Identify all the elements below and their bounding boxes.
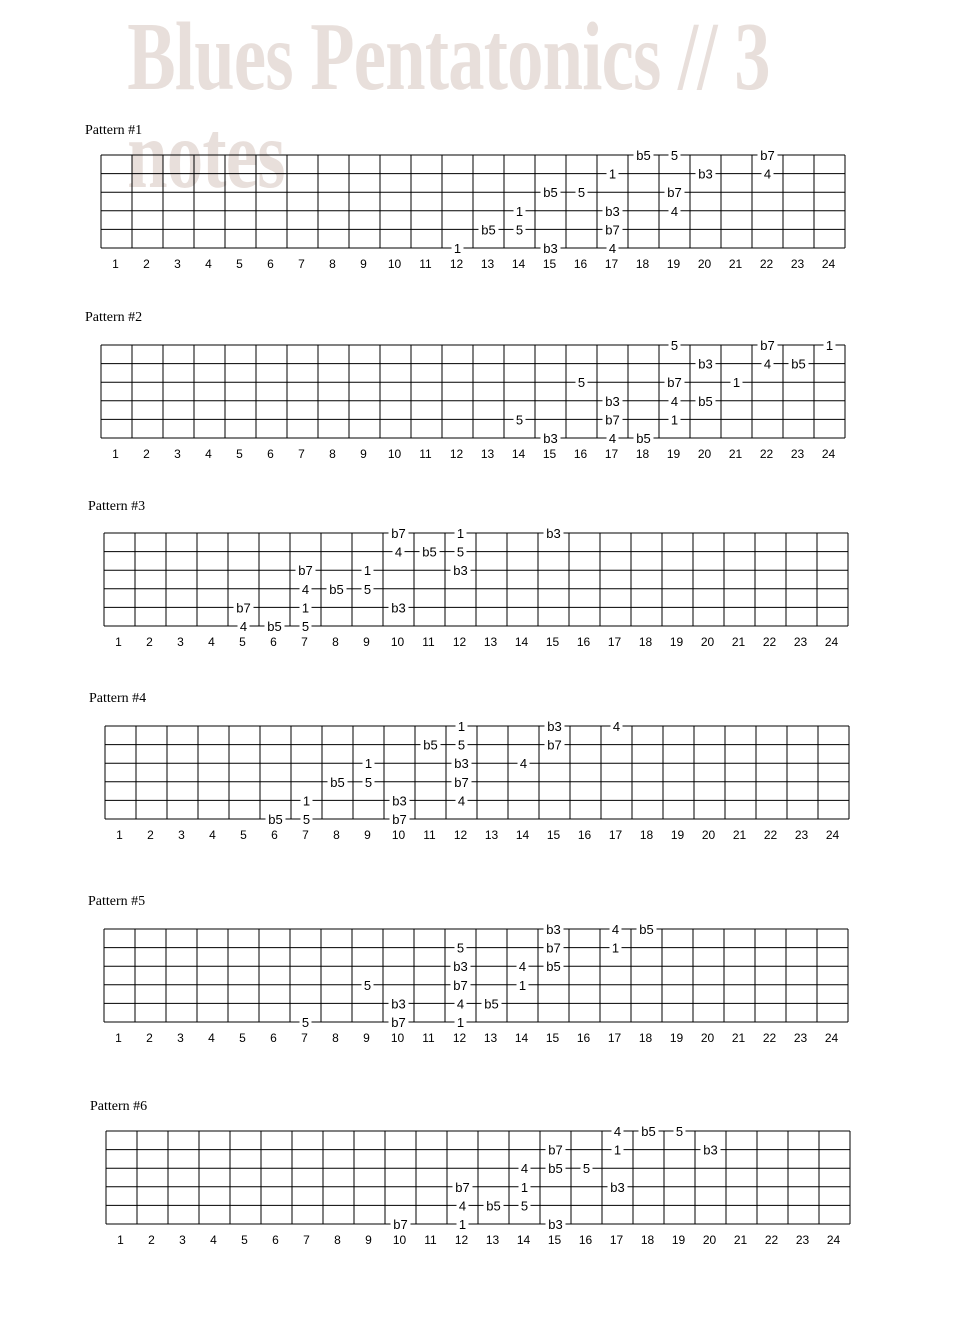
fret-number: 8 [329,257,336,271]
note-label: b3 [454,756,469,772]
note-label: 5 [301,619,310,634]
note-label: b5 [330,774,345,790]
pattern-5-label: Pattern #5 [88,894,146,909]
fret-number: 23 [795,1233,810,1247]
fret-number: 9 [360,257,367,271]
note-label: 1 [456,1015,465,1030]
fret-number: 6 [271,828,278,842]
fret-number: 20 [700,1031,715,1045]
fret-number: 23 [790,257,805,271]
note-label: 4 [458,1198,467,1214]
fret-number: 16 [576,635,591,649]
page-title: Blues Pentatonics // 3 notes [127,3,770,209]
fret-number: 4 [209,828,216,842]
fret-number: 16 [576,1031,591,1045]
fret-number: 17 [609,1233,624,1247]
fret-number: 17 [608,828,623,842]
fret-number: 13 [480,257,495,271]
fret-number: 4 [208,1031,215,1045]
fret-number: 7 [302,828,309,842]
fret-number: 20 [697,447,712,461]
fret-number: 22 [759,257,774,271]
fret-number: 9 [365,1233,372,1247]
note-label: 1 [301,600,310,616]
fret-number: 7 [298,257,305,271]
pattern-6-label: Pattern #6 [90,1099,148,1114]
note-label: b3 [605,203,620,219]
fret-number: 4 [205,447,212,461]
note-label: b7 [760,338,775,353]
fret-number: 7 [303,1233,310,1247]
fret-number: 1 [112,257,119,271]
note-label: b5 [484,996,499,1012]
note-label: b7 [546,940,561,956]
fret-number: 23 [794,828,809,842]
fret-number: 10 [387,447,402,461]
note-label: 5 [456,544,465,560]
fret-number: 23 [790,447,805,461]
fret-number: 18 [635,257,650,271]
note-label: b5 [267,619,282,634]
fret-number: 22 [762,1031,777,1045]
fretboard-pattern-2 [0,335,979,465]
note-label: 4 [670,393,679,409]
fretboard-pattern-1 [0,145,979,275]
note-label: 4 [763,166,772,182]
fret-number: 12 [453,828,468,842]
pattern-3-label: Pattern #3 [88,499,146,514]
fret-number: 19 [666,257,681,271]
fret-number: 7 [301,635,308,649]
note-label: b7 [605,222,620,238]
fret-number: 14 [511,257,526,271]
note-label: b7 [455,1179,470,1195]
fret-number: 15 [545,635,560,649]
fret-number: 10 [390,1031,405,1045]
note-label: b7 [391,526,406,541]
fret-number: 9 [360,447,367,461]
fret-number: 3 [177,1031,184,1045]
note-label: 4 [520,1161,529,1177]
note-label: b7 [453,977,468,993]
fret-number: 20 [697,257,712,271]
fret-number: 17 [607,1031,622,1045]
fretboard-pattern-3 [0,523,979,653]
fret-number: 1 [115,1031,122,1045]
note-label: b3 [391,996,406,1012]
note-label: 5 [515,222,524,238]
note-label: 4 [301,581,310,597]
note-label: b3 [546,526,561,541]
fret-number: 19 [669,635,684,649]
note-label: 4 [763,356,772,372]
note-label: 5 [520,1198,529,1214]
note-label: b7 [392,812,407,827]
fret-number: 12 [449,447,464,461]
note-label: 1 [364,756,373,772]
note-label: b3 [698,166,713,182]
note-label: 4 [608,431,617,446]
note-label: 1 [520,1179,529,1195]
note-label: b5 [641,1124,656,1139]
fret-number: 3 [174,257,181,271]
note-label: b5 [422,544,437,560]
fret-number: 12 [452,635,467,649]
note-label: b5 [639,922,654,937]
note-label: b5 [698,393,713,409]
fret-number: 24 [821,447,836,461]
fret-number: 16 [573,257,588,271]
fretboard-pattern-5 [0,919,979,1049]
note-label: b7 [454,774,469,790]
note-label: 5 [515,412,524,428]
fret-number: 18 [635,447,650,461]
pattern-1-label: Pattern #1 [85,123,143,138]
note-label: 1 [611,940,620,956]
note-label: b7 [298,563,313,579]
fret-number: 8 [333,828,340,842]
note-label: b3 [391,600,406,616]
fret-number: 14 [516,1233,531,1247]
note-label: b3 [703,1142,718,1158]
note-label: 1 [732,375,741,391]
fret-number: 19 [666,447,681,461]
fret-number: 2 [146,1031,153,1045]
fret-number: 9 [363,1031,370,1045]
note-label: 5 [363,977,372,993]
note-label: 4 [670,203,679,219]
fret-number: 18 [639,828,654,842]
note-label: b3 [546,922,561,937]
note-label: 4 [519,756,528,772]
fret-number: 20 [702,1233,717,1247]
fret-number: 19 [669,1031,684,1045]
note-label: 1 [457,719,466,734]
note-label: b5 [546,959,561,975]
note-label: b3 [453,959,468,975]
fret-number: 15 [546,828,561,842]
fret-number: 21 [733,1233,748,1247]
note-label: 4 [613,1124,622,1139]
note-label: b7 [760,148,775,163]
fret-number: 10 [387,257,402,271]
note-label: 5 [675,1124,684,1139]
fret-number: 21 [731,1031,746,1045]
fret-number: 9 [364,828,371,842]
fret-number: 16 [577,828,592,842]
note-label: 4 [457,793,466,809]
note-label: 1 [456,526,465,541]
fret-number: 19 [670,828,685,842]
fret-number: 15 [542,447,557,461]
fret-number: 3 [179,1233,186,1247]
fret-number: 6 [267,447,274,461]
fret-number: 24 [825,828,840,842]
note-label: b5 [543,185,558,201]
note-label: 1 [613,1142,622,1158]
note-label: 1 [302,793,311,809]
note-label: 5 [301,1015,310,1030]
fret-number: 11 [424,1233,437,1247]
fret-number: 3 [178,828,185,842]
note-label: 5 [456,940,465,956]
fret-number: 13 [484,828,499,842]
note-label: b7 [667,185,682,201]
note-label: b5 [423,737,438,753]
note-label: b3 [543,431,558,446]
fret-number: 7 [298,447,305,461]
note-label: b7 [667,375,682,391]
fret-number: 14 [514,1031,529,1045]
note-label: 1 [458,1217,467,1232]
fret-number: 3 [177,635,184,649]
note-label: b3 [698,356,713,372]
fret-number: 10 [392,1233,407,1247]
fret-number: 13 [483,1031,498,1045]
note-label: b3 [610,1179,625,1195]
fret-number: 5 [240,828,247,842]
note-label: 5 [670,338,679,353]
fret-number: 22 [762,635,777,649]
note-label: 4 [608,241,617,256]
fret-number: 3 [174,447,181,461]
note-label: b3 [543,241,558,256]
note-label: b5 [636,148,651,163]
note-label: 5 [457,737,466,753]
fretboard-pattern-4 [0,716,979,846]
fret-number: 18 [640,1233,655,1247]
fret-number: 12 [449,257,464,271]
fret-number: 18 [638,635,653,649]
note-label: b3 [605,393,620,409]
fret-number: 15 [545,1031,560,1045]
fret-number: 5 [236,447,243,461]
note-label: b3 [392,793,407,809]
fret-number: 1 [112,447,119,461]
note-label: b3 [548,1217,563,1232]
fret-number: 8 [329,447,336,461]
note-label: 5 [302,812,311,827]
fret-number: 22 [763,828,778,842]
pattern-2-label: Pattern #2 [85,310,143,325]
note-label: 5 [670,148,679,163]
fret-number: 21 [728,257,743,271]
fret-number: 1 [116,828,123,842]
fret-number: 7 [301,1031,308,1045]
fret-number: 14 [514,635,529,649]
fret-number: 4 [205,257,212,271]
fret-number: 6 [267,257,274,271]
note-label: 4 [239,619,248,634]
fret-number: 20 [701,828,716,842]
fret-number: 11 [419,257,432,271]
note-label: 1 [518,977,527,993]
fret-number: 8 [334,1233,341,1247]
note-label: 4 [612,719,621,734]
fret-number: 5 [236,257,243,271]
fret-number: 8 [332,1031,339,1045]
note-label: 5 [577,375,586,391]
fret-number: 17 [604,447,619,461]
note-label: 4 [394,544,403,560]
note-label: 4 [518,959,527,975]
note-label: b3 [547,719,562,734]
note-label: b5 [486,1198,501,1214]
fret-number: 22 [759,447,774,461]
fret-number: 11 [419,447,432,461]
fret-number: 21 [732,828,747,842]
fret-number: 16 [573,447,588,461]
fret-number: 15 [547,1233,562,1247]
fret-number: 2 [143,257,150,271]
note-label: b7 [391,1015,406,1030]
fret-number: 6 [270,635,277,649]
fret-number: 19 [671,1233,686,1247]
fret-number: 8 [332,635,339,649]
note-label: b5 [481,222,496,238]
fret-number: 17 [607,635,622,649]
fret-number: 18 [638,1031,653,1045]
note-label: b5 [548,1161,563,1177]
fret-number: 12 [452,1031,467,1045]
fret-number: 13 [485,1233,500,1247]
note-label: b3 [453,563,468,579]
note-label: b7 [548,1142,563,1158]
fret-number: 2 [147,828,154,842]
fret-number: 17 [604,257,619,271]
note-label: 4 [456,996,465,1012]
fret-number: 9 [363,635,370,649]
pattern-4-label: Pattern #4 [89,691,147,706]
fret-number: 14 [511,447,526,461]
note-label: 5 [364,774,373,790]
fret-number: 12 [454,1233,469,1247]
note-label: 1 [453,241,462,256]
fret-number: 2 [146,635,153,649]
fret-number: 5 [241,1233,248,1247]
fret-number: 24 [824,1031,839,1045]
note-label: 5 [577,185,586,201]
note-label: 1 [608,166,617,182]
fret-number: 20 [700,635,715,649]
fret-number: 16 [578,1233,593,1247]
note-label: b5 [268,812,283,827]
fret-number: 23 [793,1031,808,1045]
fret-number: 2 [148,1233,155,1247]
note-label: b5 [791,356,806,372]
fret-number: 1 [117,1233,124,1247]
fret-number: 5 [239,1031,246,1045]
note-label: 1 [670,412,679,428]
fret-number: 21 [731,635,746,649]
note-label: 5 [363,581,372,597]
fret-number: 13 [480,447,495,461]
fret-number: 10 [391,828,406,842]
fret-number: 6 [272,1233,279,1247]
fret-number: 11 [422,1031,435,1045]
fret-number: 13 [483,635,498,649]
fretboard-pattern-6 [0,1121,979,1251]
fret-number: 11 [422,635,435,649]
note-label: 1 [515,203,524,219]
fret-number: 4 [208,635,215,649]
fret-number: 6 [270,1031,277,1045]
note-label: b5 [329,581,344,597]
fret-number: 22 [764,1233,779,1247]
note-label: b7 [605,412,620,428]
fret-number: 10 [390,635,405,649]
fret-number: 1 [115,635,122,649]
fret-number: 14 [515,828,530,842]
fret-number: 15 [542,257,557,271]
note-label: 1 [825,338,834,353]
fret-number: 11 [423,828,436,842]
fret-number: 24 [821,257,836,271]
note-label: b7 [236,600,251,616]
note-label: b7 [547,737,562,753]
fret-number: 21 [728,447,743,461]
note-label: 4 [611,922,620,937]
note-label: b5 [636,431,651,446]
note-label: 1 [363,563,372,579]
fret-number: 24 [826,1233,841,1247]
note-label: b7 [393,1217,408,1232]
fret-number: 4 [210,1233,217,1247]
fret-number: 23 [793,635,808,649]
fret-number: 2 [143,447,150,461]
fret-number: 5 [239,635,246,649]
fret-number: 24 [824,635,839,649]
note-label: 5 [582,1161,591,1177]
